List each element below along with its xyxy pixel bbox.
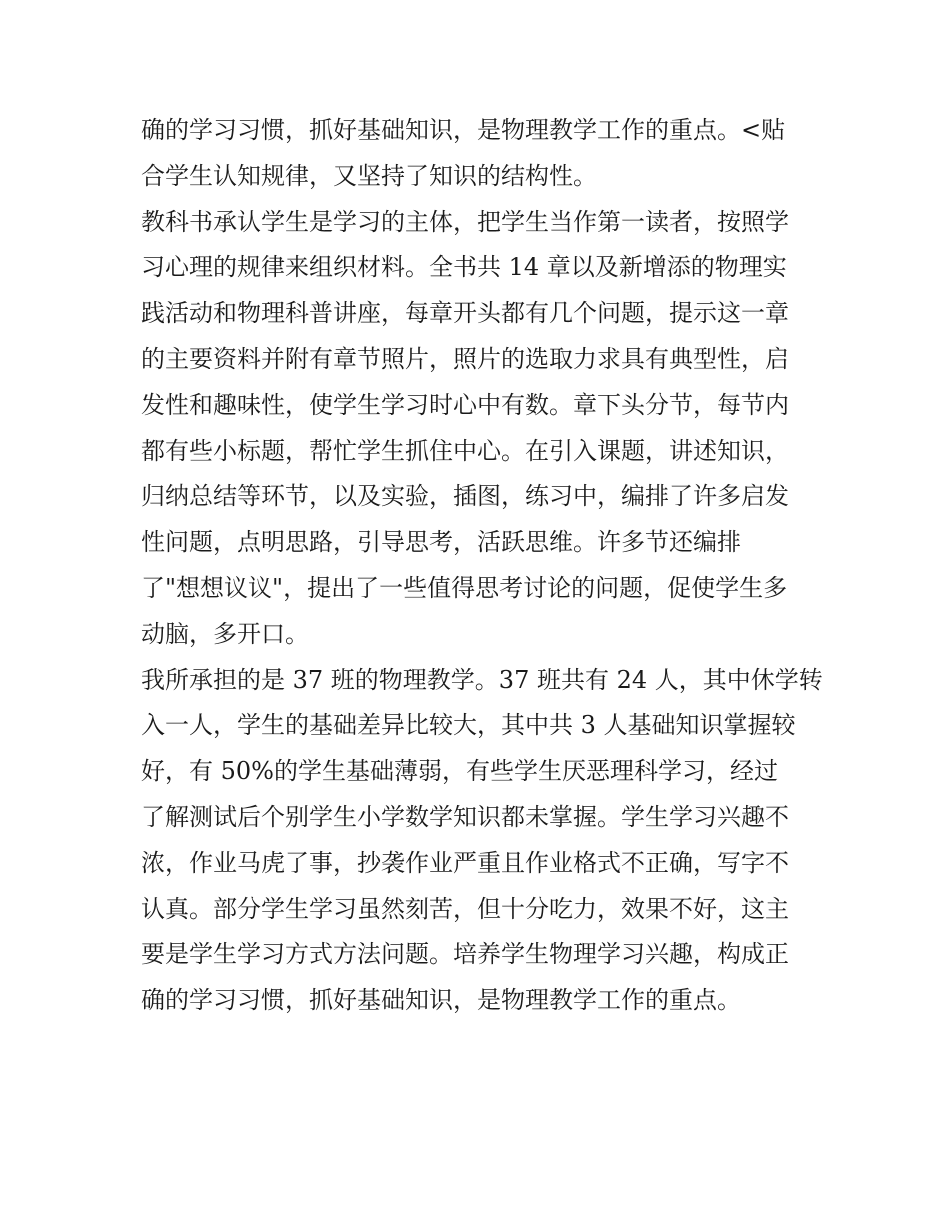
text-line: 浓，作业马虎了事，抄袭作业严重且作业格式不正确，写字不 bbox=[141, 848, 789, 877]
text-line: 我所承担的是 37 班的物理教学。37 班共有 24 人，其中休学转 bbox=[141, 665, 823, 694]
text-line: 践活动和物理科普讲座，每章开头都有几个问题，提示这一章 bbox=[141, 299, 789, 328]
text-line: 发性和趣味性，使学生学习时心中有数。章下头分节，每节内 bbox=[141, 390, 789, 419]
body-text bbox=[141, 108, 823, 1024]
text-line: 确的学习习惯，抓好基础知识，是物理教学工作的重点。<贴 bbox=[141, 116, 786, 144]
text-line: 确的学习习惯，抓好基础知识，是物理教学工作的重点。 bbox=[141, 986, 741, 1015]
text-line: 了解测试后个别学生小学数学知识都未掌握。学生学习兴趣不 bbox=[141, 802, 789, 831]
text-line: 合学生认知规律，又坚持了知识的结构性。 bbox=[141, 161, 597, 190]
text-line: 都有些小标题，帮忙学生抓住中心。在引入课题，讲述知识， bbox=[141, 436, 789, 465]
text-line: 要是学生学习方式方法问题。培养学生物理学习兴趣，构成正 bbox=[141, 940, 789, 969]
text-line: 认真。部分学生学习虽然刻苦，但十分吃力，效果不好，这主 bbox=[141, 894, 789, 923]
text-line: 入一人，学生的基础差异比较大，其中共 3 人基础知识掌握较 bbox=[141, 711, 796, 740]
text-line: 归纳总结等环节，以及实验，插图，练习中，编排了许多启发 bbox=[141, 482, 789, 511]
text-line: 习心理的规律来组织材料。全书共 14 章以及新增添的物理实 bbox=[141, 253, 787, 282]
text-line: 的主要资料并附有章节照片，照片的选取力求具有典型性，启 bbox=[141, 344, 789, 373]
text-line: 教科书承认学生是学习的主体，把学生当作第一读者，按照学 bbox=[141, 207, 789, 236]
text-line: 动脑，多开口。 bbox=[141, 619, 309, 648]
text-line: 了"想想议议"，提出了一些值得思考讨论的问题，促使学生多 bbox=[141, 573, 788, 602]
text-line: 好，有 50%的学生基础薄弱，有些学生厌恶理科学习，经过 bbox=[141, 757, 778, 786]
text-line: 性问题，点明思路，引导思考，活跃思维。许多节还编排 bbox=[141, 528, 741, 557]
